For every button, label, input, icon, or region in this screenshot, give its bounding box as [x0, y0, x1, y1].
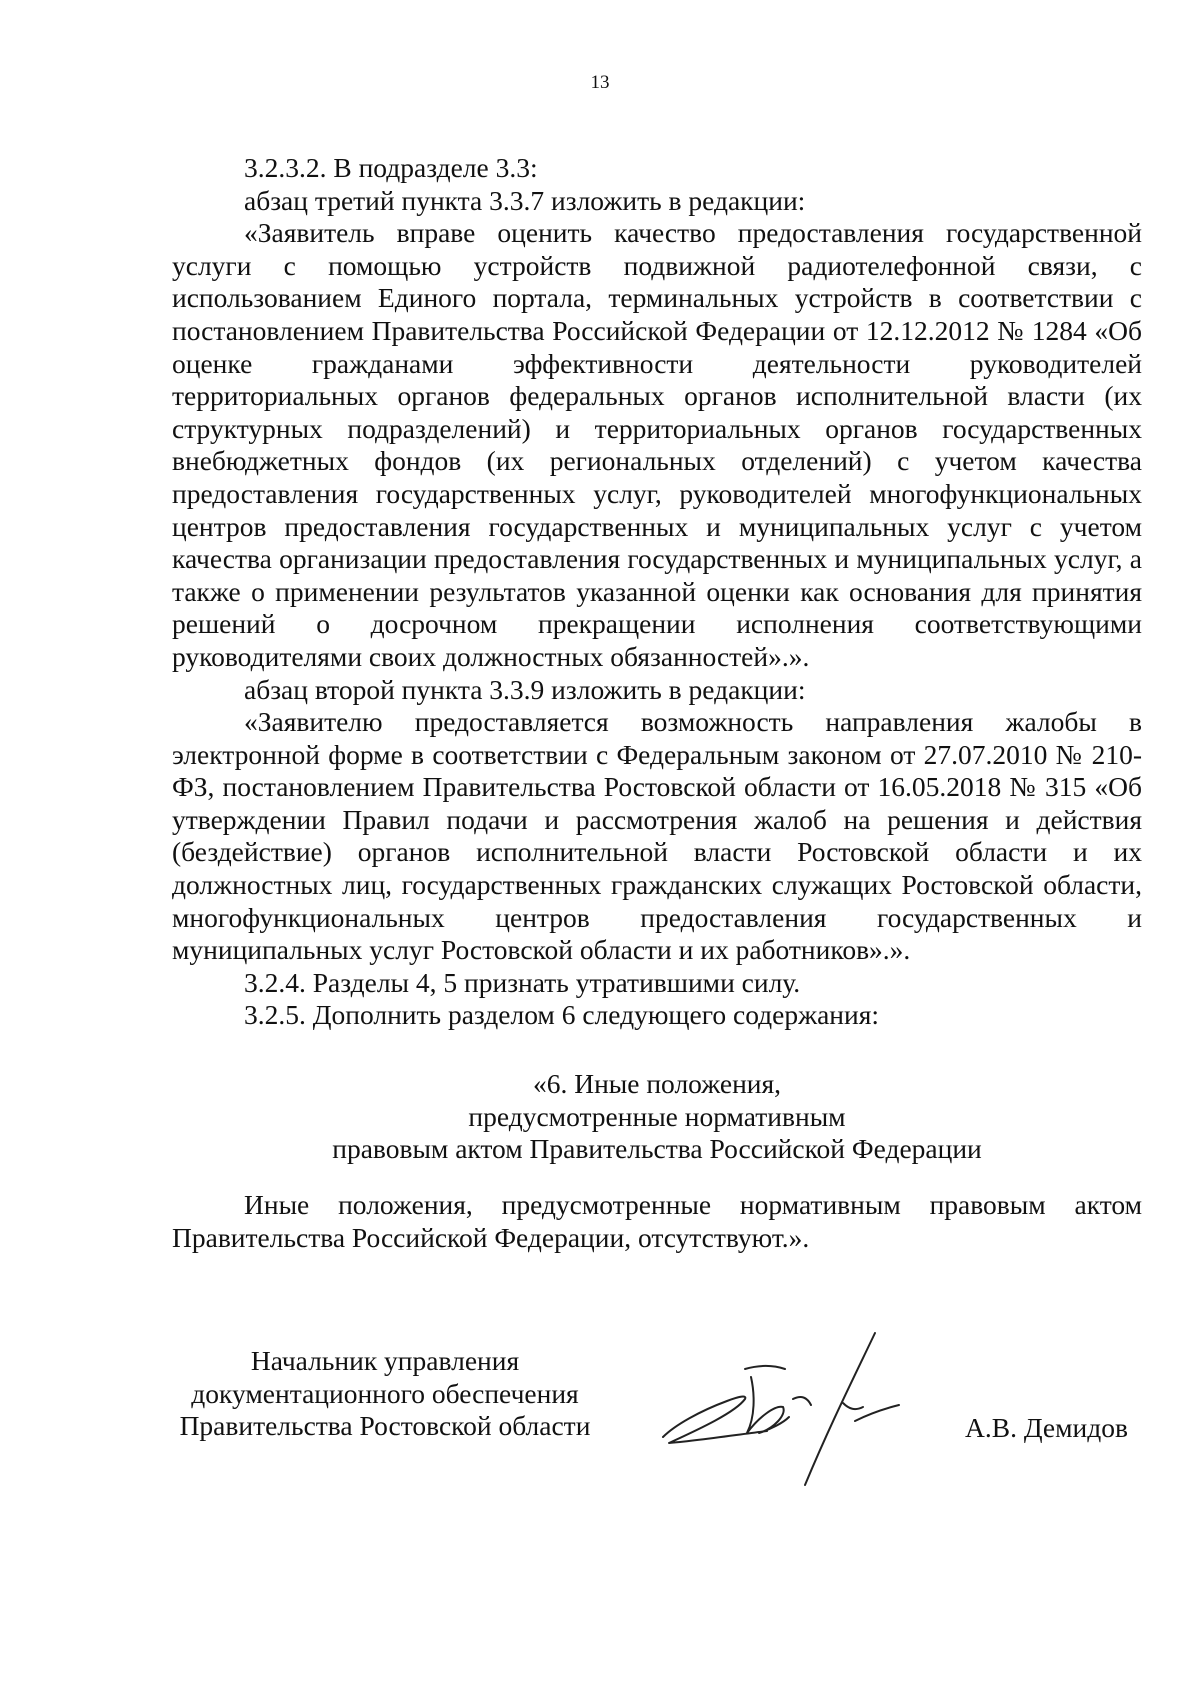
section-6-heading [172, 1068, 1142, 1166]
handwritten-signature [655, 1325, 945, 1505]
section-heading-line-1: «6. Иные положения, [532, 1068, 782, 1099]
signer-name: А.В. Демидов [965, 1412, 1128, 1443]
body-text [172, 152, 1142, 1032]
paragraph-3-2-4: 3.2.4. Разделы 4, 5 признать утратившими силу. [244, 966, 801, 998]
paragraph-3-3-9-intro: абзац второй пункта 3.3.9 изложить в редакции: [244, 673, 806, 705]
signer-title [160, 1345, 610, 1443]
signer-title-line-1: Начальник управления [250, 1345, 520, 1376]
signer-title-line-2: документационного обеспечения [191, 1377, 579, 1409]
paragraph-3-2-3-2: 3.2.3.2. В подразделе 3.3: [244, 152, 538, 183]
section-heading-line-2: предусмотренные нормативным [468, 1100, 846, 1132]
section-heading-line-3: правовым актом Правительства Российской Федерации [332, 1133, 982, 1165]
section-6-text-block [172, 1189, 1142, 1254]
section-6-text: Иные положения, предусмотренные нормативным правовым актом Правительства Российской Федерации, отсутствуют.». [172, 1189, 1142, 1253]
paragraph-3-3-7-intro: абзац третий пункта 3.3.7 изложить в редакции: [244, 184, 806, 216]
page-number: 13 [590, 72, 610, 93]
signer-title-line-3: Правительства Ростовской области [179, 1410, 591, 1442]
paragraph-3-3-9-text: «Заявителю предоставляется возможность направления жалобы в электронной форме в соответствии с Федеральным законом от 27.07.2010 № 210-ФЗ, постановлением Правительства Ростовской области от 16.05.2018 № 315 «Об утверждении Правил подачи и рассмотрения жалоб на решения и действия (бездействие) органов исполнительной власти Ростовской области и их должностных лиц, государственных гражданских служащих Ростовской области, многофункциональных центров предоставления государственных и муниципальных услуг Ростовской области и их работников».». [172, 706, 1142, 966]
paragraph-3-2-5: 3.2.5. Дополнить разделом 6 следующего содержания: [244, 999, 880, 1031]
paragraph-3-3-7-text: «Заявитель вправе оценить качество предоставления государственной услуги с помощью устройств подвижной радиотелефонной связи, с использованием Единого портала, терминальных устройств в соответствии с постановлением Правительства Российской Федерации от 12.12.2012 № 1284 «Об оценке гражданами эффективности деятельности руководителей территориальных органов федеральных органов исполнительной власти (их структурных подразделений) и территориальных органов государственных внебюджетных фондов (их региональных отделений) с учетом качества предоставления государственных услуг, руководителей многофункциональных центров предоставления государственных и муниципальных услуг с учетом качества организации предоставления государственных и муниципальных услуг, а также о применении результатов указанной оценки как основания для принятия решений о досрочном прекращении исполнения соответствующими руководителями своих должностных обязанностей».». [172, 217, 1142, 672]
